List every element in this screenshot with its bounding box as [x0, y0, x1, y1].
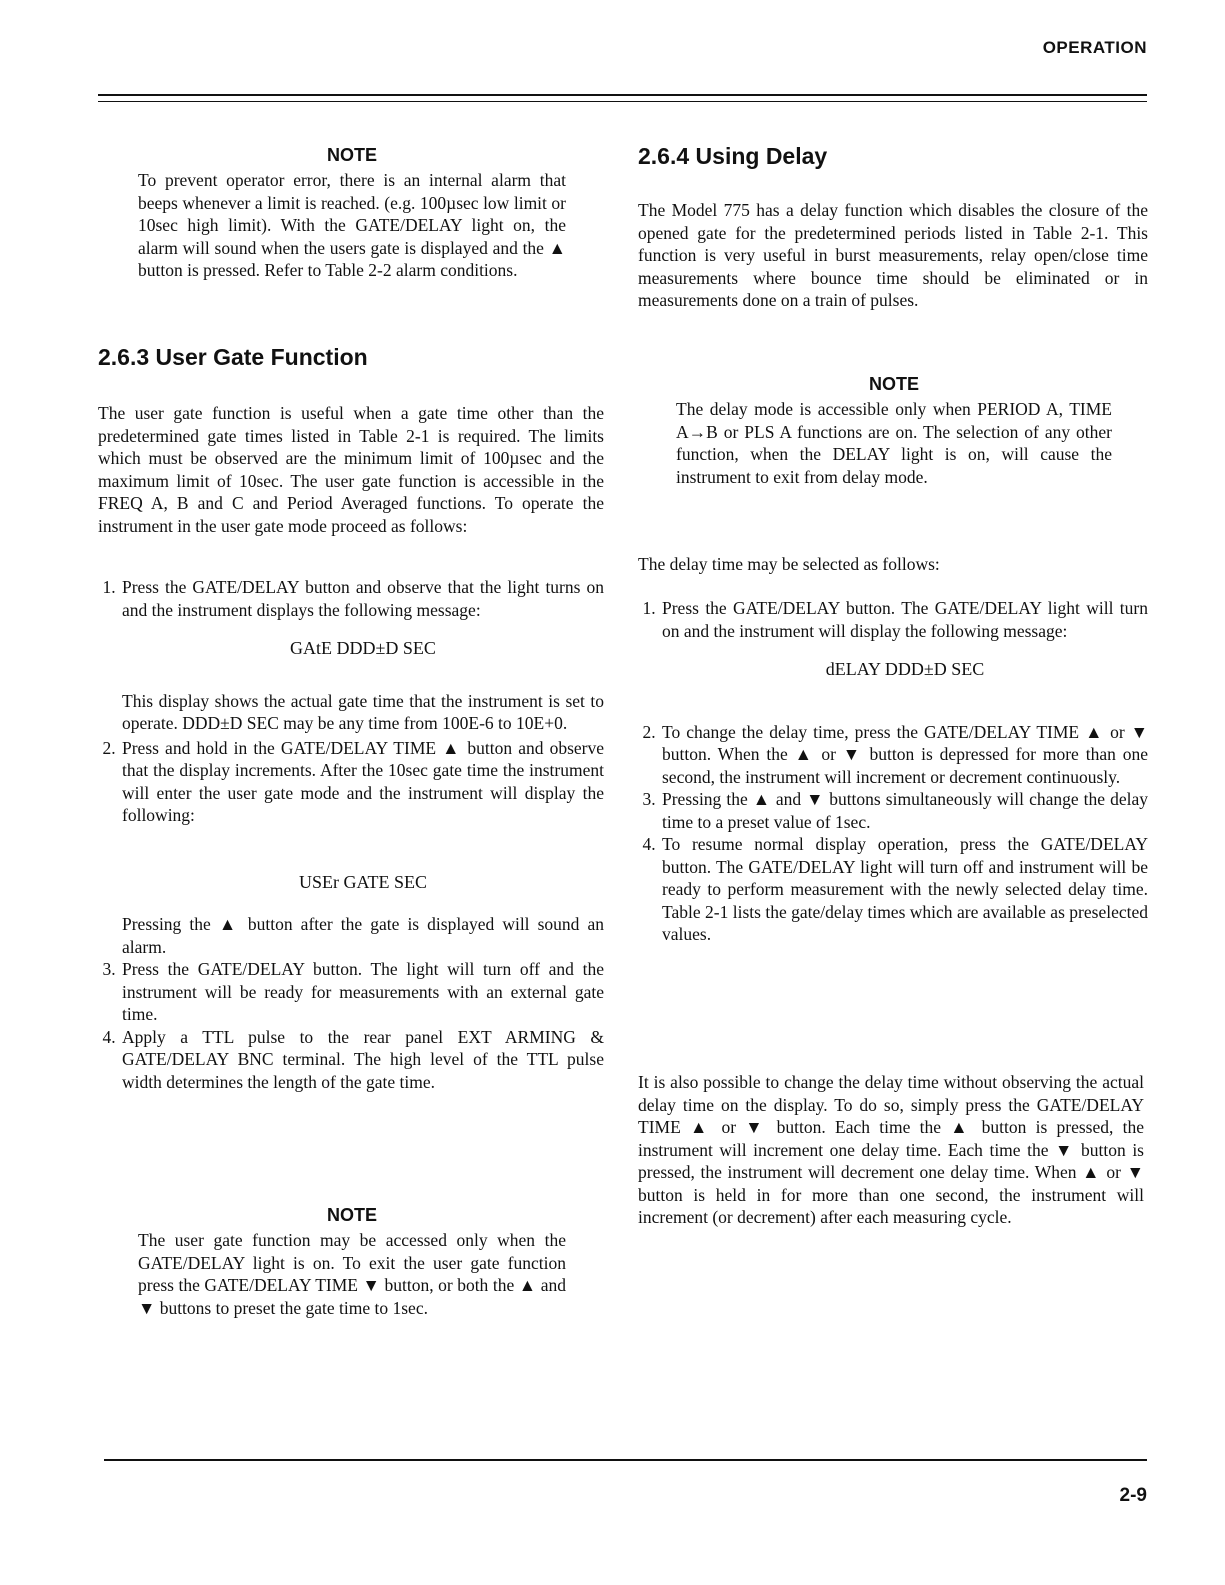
step-text: To change the delay time, press the GATE/DELAY TIME ▲ or ▼ button. When the ▲ or ▼ button is depressed for more than one second, the instrument will increment or decrement continuously.: [662, 721, 1148, 787]
delay-lead: The delay time may be selected as follows:: [638, 554, 940, 574]
list-item: [120, 958, 604, 1026]
note-box: [138, 1205, 566, 1319]
list-item: [660, 597, 1148, 681]
step-continuation: Pressing the ▲ button after the gate is displayed will sound an alarm.: [122, 914, 604, 957]
display-message: dELAY DDD±D SEC: [825, 659, 985, 679]
list-item: [120, 576, 604, 735]
section-intro: The Model 775 has a delay function which disables the closure of the opened gate for the predetermined periods listed in Table 2-1. This function is very useful in burst measurements, relay open/close time measurements where bounce time should be eliminated or in measurements done on a train of pulses.: [638, 200, 1148, 310]
list-item: [660, 833, 1148, 946]
note-title: NOTE: [868, 374, 919, 394]
section-intro: The user gate function is useful when a gate time other than the predetermined gate times listed in Table 2-1 is required. The limits which must be observed are the minimum limit of 100µsec and the maximum limit of 10sec. The user gate function is accessible in the FREQ A, B and C and Period Averaged functions. To operate the instrument in the user gate mode proceed as follows:: [98, 403, 604, 536]
note-text: To prevent operator error, there is an internal alarm that beeps whenever a limit is reached. (e.g. 100µsec low limit or 10sec high limit). With the GATE/DELAY light on, the alarm will sound when the users gate is displayed and the ▲ button is pressed. Refer to Table 2-2 alarm conditions.: [138, 170, 566, 280]
header-rule: [98, 94, 1147, 96]
step-text: To resume normal display operation, press the GATE/DELAY button. The GATE/DELAY light will turn off and instrument will be ready to perform measurement with the newly selected delay time. Table 2-1 lists the gate/delay times which are available as preselected values.: [662, 834, 1148, 944]
header-rule-thin: [98, 101, 1147, 102]
note-title: NOTE: [326, 1205, 377, 1225]
section-heading: 2.6.4 Using Delay: [638, 143, 828, 169]
delay-steps: [638, 597, 1148, 946]
step-text: Apply a TTL pulse to the rear panel EXT ARMING & GATE/DELAY BNC terminal. The high level of the TTL pulse width determines the length of the gate time.: [122, 1026, 604, 1092]
note-text: The user gate function may be accessed only when the GATE/DELAY light is on. To exit the user gate function press the GATE/DELAY TIME ▼ button, or both the ▲ and ▼ buttons to preset the gate time to 1sec.: [138, 1230, 566, 1318]
step-continuation: This display shows the actual gate time that the instrument is set to operate. DDD±D SEC may be any time from 100E-6 to 10E+0.: [122, 690, 604, 733]
note-box: [676, 374, 1112, 488]
display-message: GAtE DDD±D SEC: [290, 638, 436, 658]
step-text: Pressing the ▲ and ▼ buttons simultaneously will change the delay time to a preset value of 1sec.: [662, 789, 1148, 832]
page-number: 2-9: [1119, 1485, 1147, 1506]
section-heading: 2.6.3 User Gate Function: [98, 344, 368, 370]
list-item: [120, 1026, 604, 1094]
step-text: Press the GATE/DELAY button. The light will turn off and the instrument will be ready for measurements with an external gate time.: [122, 959, 604, 1024]
running-header: OPERATION: [1042, 38, 1147, 57]
step-text: Press and hold in the GATE/DELAY TIME ▲ button and observe that the display increments. After the 10sec gate time the instrument will enter the user gate mode and the instrument will display the following:: [122, 737, 604, 825]
footer-rule: [104, 1459, 1147, 1461]
list-item: [660, 721, 1148, 789]
user-gate-steps: [98, 576, 604, 1093]
note-text: The delay mode is accessible only when PERIOD A, TIME A→B or PLS A functions are on. The selection of any other function, when the DELAY light is on, will cause the instrument to exit from delay mode.: [676, 399, 1112, 487]
list-item: [660, 788, 1148, 833]
note-title: NOTE: [326, 145, 377, 165]
display-message: USEr GATE SEC: [298, 871, 427, 892]
list-item: [120, 737, 604, 959]
note-box: [138, 145, 566, 282]
closing-paragraph: It is also possible to change the delay time without observing the actual delay time on the display. To do so, simply press the GATE/DELAY TIME ▲ or ▼ button. Each time the ▲ button is pressed, the instrument will increment one delay time. Each time the ▼ button is pressed, the instrument will decrement one delay time. When ▲ or ▼ button is held in for more than one second, the instrument will increment (or decrement) after each measuring cycle.: [638, 1072, 1144, 1227]
step-text: Press the GATE/DELAY button and observe that the light turns on and the instrument displays the following message:: [122, 577, 604, 620]
step-text: Press the GATE/DELAY button. The GATE/DELAY light will turn on and the instrument will display the following message:: [662, 598, 1148, 641]
